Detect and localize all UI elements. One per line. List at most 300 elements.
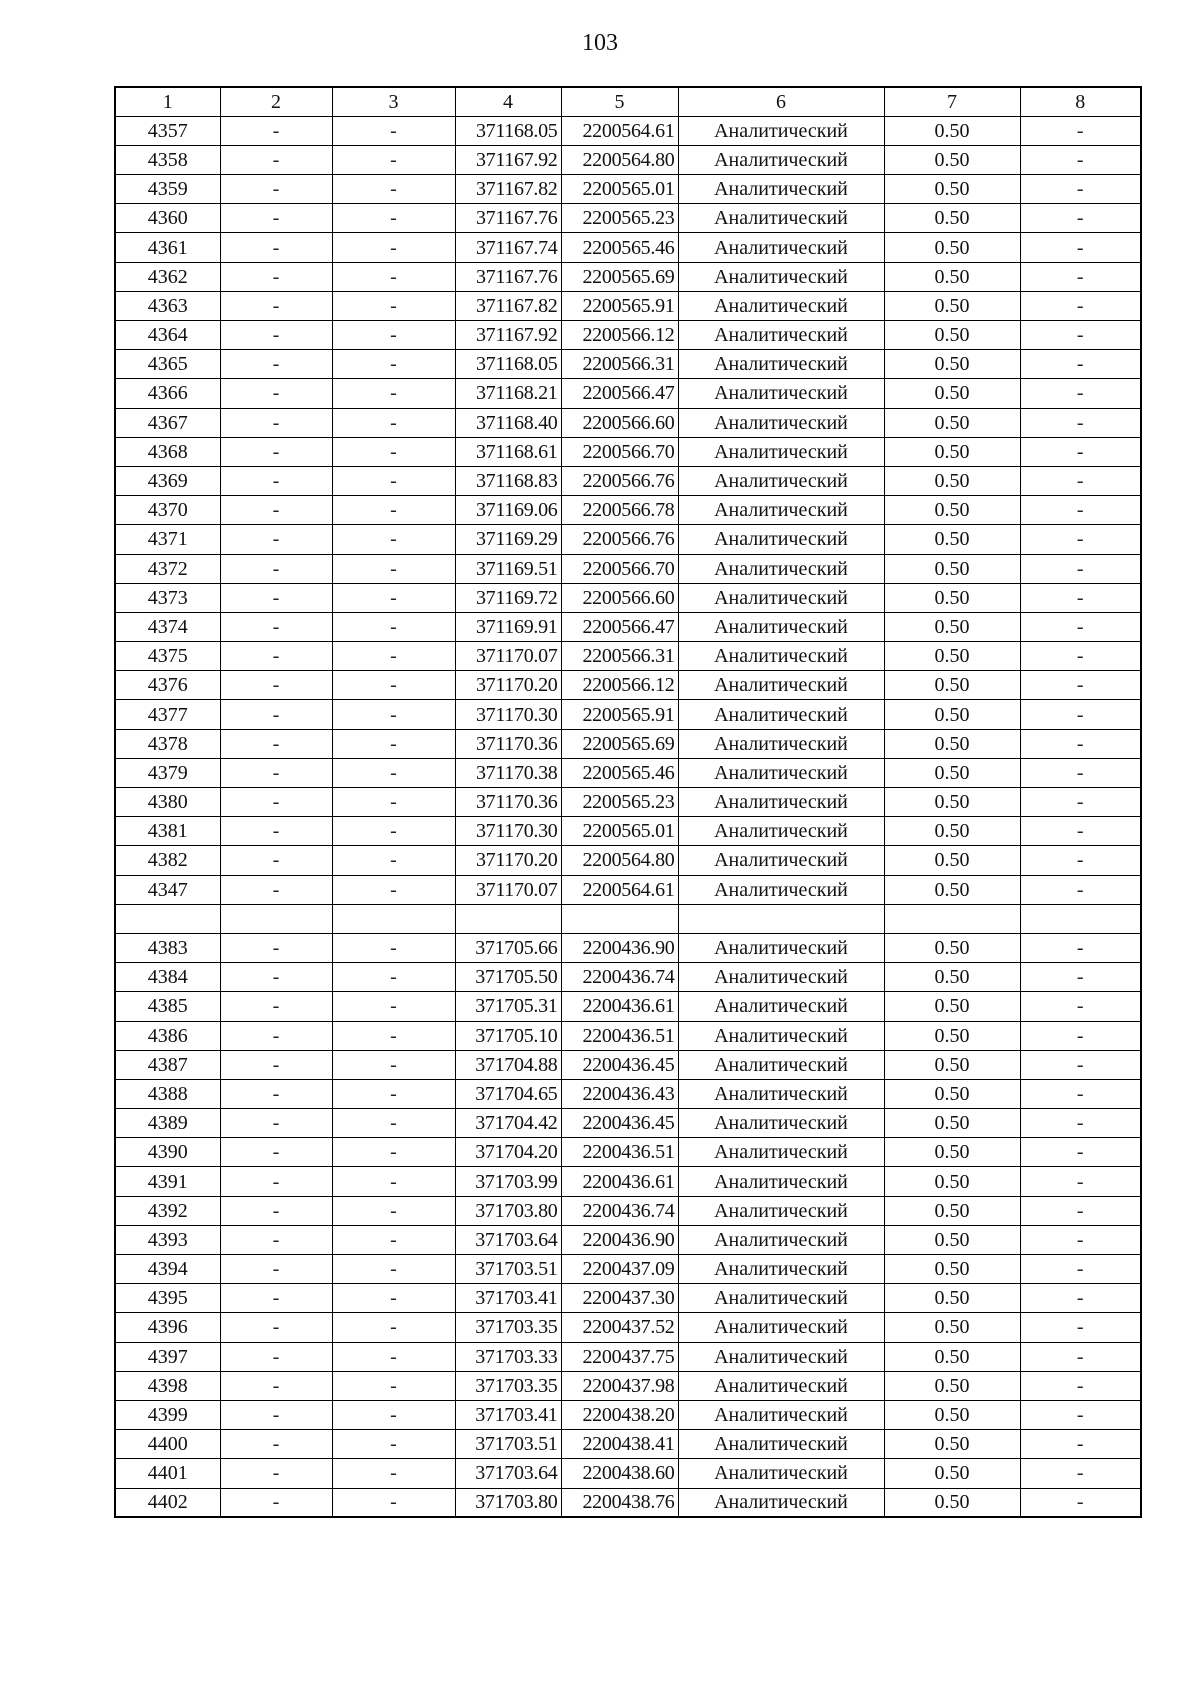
- x-coordinate-cell: 371167.82: [455, 175, 561, 204]
- y-coordinate-cell: 2200564.80: [561, 145, 678, 174]
- x-coordinate-cell: 371170.38: [455, 758, 561, 787]
- col3-cell: -: [332, 408, 455, 437]
- x-coordinate-cell: 371167.92: [455, 321, 561, 350]
- table-row: [115, 291, 1141, 320]
- accuracy-cell: 0.50: [884, 1138, 1020, 1167]
- col2-cell: -: [220, 1284, 332, 1313]
- accuracy-cell: 0.50: [884, 204, 1020, 233]
- point-number-cell: 4364: [115, 321, 220, 350]
- accuracy-cell: 0.50: [884, 408, 1020, 437]
- point-number-cell: 4358: [115, 145, 220, 174]
- col3-cell: -: [332, 321, 455, 350]
- point-number-cell: 4359: [115, 175, 220, 204]
- table-row: [115, 817, 1141, 846]
- x-coordinate-cell: 371168.83: [455, 466, 561, 495]
- accuracy-cell: 0.50: [884, 612, 1020, 641]
- table-row: [115, 1284, 1141, 1313]
- x-coordinate-cell: 371167.92: [455, 145, 561, 174]
- col2-cell: -: [220, 1342, 332, 1371]
- y-coordinate-cell: 2200438.60: [561, 1459, 678, 1488]
- table-row: [115, 1167, 1141, 1196]
- col2-cell: -: [220, 963, 332, 992]
- accuracy-cell: 0.50: [884, 1050, 1020, 1079]
- col8-cell: -: [1020, 1167, 1141, 1196]
- method-cell: Аналитический: [678, 671, 884, 700]
- col3-cell: -: [332, 1138, 455, 1167]
- method-cell: Аналитический: [678, 116, 884, 145]
- column-header: 5: [561, 87, 678, 116]
- accuracy-cell: 0.50: [884, 1371, 1020, 1400]
- method-cell: Аналитический: [678, 233, 884, 262]
- point-number-cell: 4370: [115, 496, 220, 525]
- x-coordinate-cell: 371705.10: [455, 1021, 561, 1050]
- col2-cell: -: [220, 1255, 332, 1284]
- col8-cell: -: [1020, 1050, 1141, 1079]
- x-coordinate-cell: 371703.99: [455, 1167, 561, 1196]
- table-row: [115, 729, 1141, 758]
- col8-cell: -: [1020, 145, 1141, 174]
- point-number-cell: 4393: [115, 1225, 220, 1254]
- col8-cell: -: [1020, 846, 1141, 875]
- coordinates-table: [114, 86, 1142, 1518]
- column-header: 8: [1020, 87, 1141, 116]
- method-cell: Аналитический: [678, 321, 884, 350]
- y-coordinate-cell: 2200437.30: [561, 1284, 678, 1313]
- col2-cell: -: [220, 1430, 332, 1459]
- col3-cell: -: [332, 1284, 455, 1313]
- method-cell: Аналитический: [678, 408, 884, 437]
- col3-cell: -: [332, 846, 455, 875]
- accuracy-cell: 0.50: [884, 1255, 1020, 1284]
- y-coordinate-cell: 2200566.47: [561, 379, 678, 408]
- col3-cell: -: [332, 291, 455, 320]
- accuracy-cell: 0.50: [884, 1284, 1020, 1313]
- accuracy-cell: 0.50: [884, 817, 1020, 846]
- separator-row: [115, 904, 1141, 933]
- col2-cell: -: [220, 437, 332, 466]
- y-coordinate-cell: 2200566.76: [561, 525, 678, 554]
- col3-cell: -: [332, 817, 455, 846]
- col8-cell: -: [1020, 642, 1141, 671]
- column-header: 3: [332, 87, 455, 116]
- x-coordinate-cell: 371703.41: [455, 1400, 561, 1429]
- x-coordinate-cell: 371169.72: [455, 583, 561, 612]
- col8-cell: -: [1020, 116, 1141, 145]
- col3-cell: -: [332, 788, 455, 817]
- col3-cell: -: [332, 1371, 455, 1400]
- col3-cell: -: [332, 262, 455, 291]
- point-number-cell: 4363: [115, 291, 220, 320]
- table-row: [115, 963, 1141, 992]
- table-row: [115, 1255, 1141, 1284]
- method-cell: Аналитический: [678, 1050, 884, 1079]
- col3-cell: -: [332, 1459, 455, 1488]
- col8-cell: -: [1020, 817, 1141, 846]
- col3-cell: -: [332, 1225, 455, 1254]
- col2-cell: -: [220, 671, 332, 700]
- accuracy-cell: 0.50: [884, 671, 1020, 700]
- point-number-cell: 4365: [115, 350, 220, 379]
- point-number-cell: 4387: [115, 1050, 220, 1079]
- col3-cell: [332, 904, 455, 933]
- col3-cell: -: [332, 1400, 455, 1429]
- col3-cell: -: [332, 1488, 455, 1517]
- accuracy-cell: 0.50: [884, 700, 1020, 729]
- method-cell: Аналитический: [678, 204, 884, 233]
- y-coordinate-cell: 2200436.90: [561, 933, 678, 962]
- y-coordinate-cell: 2200566.12: [561, 671, 678, 700]
- accuracy-cell: 0.50: [884, 379, 1020, 408]
- x-coordinate-cell: 371170.20: [455, 671, 561, 700]
- x-coordinate-cell: 371169.06: [455, 496, 561, 525]
- y-coordinate-cell: 2200566.70: [561, 554, 678, 583]
- col3-cell: -: [332, 204, 455, 233]
- x-coordinate-cell: 371168.21: [455, 379, 561, 408]
- table-row: [115, 233, 1141, 262]
- accuracy-cell: 0.50: [884, 525, 1020, 554]
- col2-cell: -: [220, 1459, 332, 1488]
- method-cell: Аналитический: [678, 583, 884, 612]
- col3-cell: -: [332, 1430, 455, 1459]
- col3-cell: -: [332, 758, 455, 787]
- x-coordinate-cell: 371703.41: [455, 1284, 561, 1313]
- table-row: [115, 933, 1141, 962]
- accuracy-cell: 0.50: [884, 1400, 1020, 1429]
- table-row: [115, 350, 1141, 379]
- x-coordinate-cell: 371168.61: [455, 437, 561, 466]
- method-cell: Аналитический: [678, 1430, 884, 1459]
- col8-cell: -: [1020, 1342, 1141, 1371]
- point-number-cell: 4367: [115, 408, 220, 437]
- x-coordinate-cell: 371703.64: [455, 1225, 561, 1254]
- table-row: [115, 321, 1141, 350]
- table-row: [115, 788, 1141, 817]
- col3-cell: -: [332, 350, 455, 379]
- accuracy-cell: 0.50: [884, 1196, 1020, 1225]
- x-coordinate-cell: 371703.33: [455, 1342, 561, 1371]
- point-number-cell: 4369: [115, 466, 220, 495]
- point-number-cell: 4377: [115, 700, 220, 729]
- method-cell: Аналитический: [678, 758, 884, 787]
- point-number-cell: 4385: [115, 992, 220, 1021]
- table-row: [115, 1400, 1141, 1429]
- col8-cell: -: [1020, 1021, 1141, 1050]
- accuracy-cell: 0.50: [884, 729, 1020, 758]
- method-cell: Аналитический: [678, 145, 884, 174]
- col2-cell: -: [220, 1196, 332, 1225]
- col2-cell: -: [220, 1313, 332, 1342]
- col2-cell: -: [220, 583, 332, 612]
- col8-cell: -: [1020, 933, 1141, 962]
- col8-cell: -: [1020, 1371, 1141, 1400]
- y-coordinate-cell: 2200436.74: [561, 963, 678, 992]
- col2-cell: -: [220, 1050, 332, 1079]
- col3-cell: -: [332, 1021, 455, 1050]
- x-coordinate-cell: 371168.05: [455, 350, 561, 379]
- col3-cell: -: [332, 496, 455, 525]
- x-coordinate-cell: 371704.42: [455, 1109, 561, 1138]
- col8-cell: -: [1020, 758, 1141, 787]
- point-number-cell: 4396: [115, 1313, 220, 1342]
- point-number-cell: 4374: [115, 612, 220, 641]
- column-header: 6: [678, 87, 884, 116]
- col3-cell: -: [332, 1255, 455, 1284]
- point-number-cell: 4384: [115, 963, 220, 992]
- col2-cell: -: [220, 642, 332, 671]
- accuracy-cell: 0.50: [884, 642, 1020, 671]
- col2-cell: -: [220, 466, 332, 495]
- col8-cell: -: [1020, 262, 1141, 291]
- x-coordinate-cell: 371704.88: [455, 1050, 561, 1079]
- point-number-cell: 4390: [115, 1138, 220, 1167]
- col3-cell: -: [332, 233, 455, 262]
- point-number-cell: 4397: [115, 1342, 220, 1371]
- point-number-cell: 4368: [115, 437, 220, 466]
- col3-cell: -: [332, 554, 455, 583]
- x-coordinate-cell: 371703.35: [455, 1371, 561, 1400]
- x-coordinate-cell: 371170.20: [455, 846, 561, 875]
- table-body: [115, 116, 1141, 1517]
- accuracy-cell: 0.50: [884, 145, 1020, 174]
- col3-cell: -: [332, 1109, 455, 1138]
- method-cell: Аналитический: [678, 1138, 884, 1167]
- col3-cell: -: [332, 729, 455, 758]
- col3-cell: -: [332, 583, 455, 612]
- method-cell: Аналитический: [678, 554, 884, 583]
- y-coordinate-cell: 2200436.61: [561, 1167, 678, 1196]
- method-cell: Аналитический: [678, 1079, 884, 1108]
- table-header-row: [115, 87, 1141, 116]
- y-coordinate-cell: 2200438.41: [561, 1430, 678, 1459]
- col2-cell: -: [220, 729, 332, 758]
- table-row: [115, 408, 1141, 437]
- point-number-cell: 4400: [115, 1430, 220, 1459]
- x-coordinate-cell: 371703.51: [455, 1430, 561, 1459]
- point-number-cell: 4357: [115, 116, 220, 145]
- col2-cell: -: [220, 1488, 332, 1517]
- accuracy-cell: 0.50: [884, 1488, 1020, 1517]
- y-coordinate-cell: 2200565.91: [561, 700, 678, 729]
- table-row: [115, 1488, 1141, 1517]
- col8-cell: -: [1020, 525, 1141, 554]
- col2-cell: -: [220, 116, 332, 145]
- col8-cell: -: [1020, 1079, 1141, 1108]
- col8-cell: -: [1020, 700, 1141, 729]
- col3-cell: -: [332, 700, 455, 729]
- col3-cell: -: [332, 1050, 455, 1079]
- method-cell: Аналитический: [678, 175, 884, 204]
- col3-cell: -: [332, 1196, 455, 1225]
- y-coordinate-cell: 2200566.60: [561, 583, 678, 612]
- col2-cell: -: [220, 175, 332, 204]
- y-coordinate-cell: 2200437.75: [561, 1342, 678, 1371]
- col8-cell: -: [1020, 291, 1141, 320]
- x-coordinate-cell: 371169.51: [455, 554, 561, 583]
- accuracy-cell: 0.50: [884, 875, 1020, 904]
- x-coordinate-cell: 371703.35: [455, 1313, 561, 1342]
- point-number-cell: 4371: [115, 525, 220, 554]
- accuracy-cell: 0.50: [884, 758, 1020, 787]
- y-coordinate-cell: 2200565.46: [561, 233, 678, 262]
- method-cell: Аналитический: [678, 1167, 884, 1196]
- col2-cell: -: [220, 379, 332, 408]
- y-coordinate-cell: 2200436.45: [561, 1109, 678, 1138]
- table-row: [115, 437, 1141, 466]
- method-cell: Аналитический: [678, 496, 884, 525]
- col3-cell: -: [332, 145, 455, 174]
- x-coordinate-cell: 371703.51: [455, 1255, 561, 1284]
- col8-cell: -: [1020, 1430, 1141, 1459]
- column-header: 2: [220, 87, 332, 116]
- point-number-cell: 4378: [115, 729, 220, 758]
- col3-cell: -: [332, 437, 455, 466]
- col8-cell: -: [1020, 1109, 1141, 1138]
- y-coordinate-cell: 2200566.31: [561, 642, 678, 671]
- point-number-cell: 4381: [115, 817, 220, 846]
- accuracy-cell: 0.50: [884, 1342, 1020, 1371]
- point-number-cell: 4366: [115, 379, 220, 408]
- table-row: [115, 1138, 1141, 1167]
- col3-cell: -: [332, 1342, 455, 1371]
- col2-cell: -: [220, 1400, 332, 1429]
- accuracy-cell: 0.50: [884, 1079, 1020, 1108]
- y-coordinate-cell: 2200565.23: [561, 204, 678, 233]
- table-row: [115, 612, 1141, 641]
- y-coordinate-cell: 2200565.23: [561, 788, 678, 817]
- table-row: [115, 758, 1141, 787]
- table-row: [115, 554, 1141, 583]
- accuracy-cell: 0.50: [884, 291, 1020, 320]
- method-cell: Аналитический: [678, 1400, 884, 1429]
- y-coordinate-cell: 2200565.91: [561, 291, 678, 320]
- point-number-cell: 4379: [115, 758, 220, 787]
- col2-cell: -: [220, 846, 332, 875]
- table-row: [115, 1430, 1141, 1459]
- x-coordinate-cell: 371169.29: [455, 525, 561, 554]
- table-row: [115, 1371, 1141, 1400]
- col3-cell: -: [332, 175, 455, 204]
- col3-cell: -: [332, 1079, 455, 1108]
- method-cell: Аналитический: [678, 1225, 884, 1254]
- accuracy-cell: 0.50: [884, 1021, 1020, 1050]
- col2-cell: -: [220, 408, 332, 437]
- col8-cell: -: [1020, 1459, 1141, 1488]
- accuracy-cell: 0.50: [884, 1225, 1020, 1254]
- col3-cell: -: [332, 875, 455, 904]
- table-row: [115, 671, 1141, 700]
- x-coordinate-cell: 371170.07: [455, 875, 561, 904]
- col2-cell: -: [220, 321, 332, 350]
- col2-cell: -: [220, 496, 332, 525]
- col2-cell: -: [220, 525, 332, 554]
- y-coordinate-cell: 2200565.69: [561, 262, 678, 291]
- method-cell: Аналитический: [678, 1488, 884, 1517]
- table-row: [115, 875, 1141, 904]
- point-number-cell: 4402: [115, 1488, 220, 1517]
- y-coordinate-cell: 2200564.61: [561, 116, 678, 145]
- table-row: [115, 525, 1141, 554]
- y-coordinate-cell: [561, 904, 678, 933]
- y-coordinate-cell: 2200564.61: [561, 875, 678, 904]
- y-coordinate-cell: 2200566.12: [561, 321, 678, 350]
- x-coordinate-cell: 371167.82: [455, 291, 561, 320]
- method-cell: [678, 904, 884, 933]
- table-row: [115, 175, 1141, 204]
- accuracy-cell: 0.50: [884, 437, 1020, 466]
- table-row: [115, 466, 1141, 495]
- accuracy-cell: 0.50: [884, 466, 1020, 495]
- accuracy-cell: 0.50: [884, 1459, 1020, 1488]
- method-cell: Аналитический: [678, 525, 884, 554]
- y-coordinate-cell: 2200436.51: [561, 1138, 678, 1167]
- y-coordinate-cell: 2200565.69: [561, 729, 678, 758]
- y-coordinate-cell: 2200438.76: [561, 1488, 678, 1517]
- table-row: [115, 496, 1141, 525]
- method-cell: Аналитический: [678, 1371, 884, 1400]
- point-number-cell: 4382: [115, 846, 220, 875]
- col3-cell: -: [332, 671, 455, 700]
- col8-cell: -: [1020, 1225, 1141, 1254]
- y-coordinate-cell: 2200437.09: [561, 1255, 678, 1284]
- col8-cell: -: [1020, 233, 1141, 262]
- method-cell: Аналитический: [678, 1313, 884, 1342]
- accuracy-cell: 0.50: [884, 116, 1020, 145]
- col8-cell: -: [1020, 175, 1141, 204]
- x-coordinate-cell: [455, 904, 561, 933]
- x-coordinate-cell: 371704.20: [455, 1138, 561, 1167]
- col2-cell: -: [220, 1167, 332, 1196]
- x-coordinate-cell: 371704.65: [455, 1079, 561, 1108]
- point-number-cell: 4399: [115, 1400, 220, 1429]
- point-number-cell: 4362: [115, 262, 220, 291]
- method-cell: Аналитический: [678, 846, 884, 875]
- col2-cell: -: [220, 817, 332, 846]
- accuracy-cell: 0.50: [884, 846, 1020, 875]
- y-coordinate-cell: 2200566.47: [561, 612, 678, 641]
- y-coordinate-cell: 2200436.61: [561, 992, 678, 1021]
- table-row: [115, 145, 1141, 174]
- point-number-cell: 4391: [115, 1167, 220, 1196]
- col2-cell: -: [220, 700, 332, 729]
- table-row: [115, 1225, 1141, 1254]
- y-coordinate-cell: 2200437.98: [561, 1371, 678, 1400]
- col8-cell: -: [1020, 1255, 1141, 1284]
- col8-cell: -: [1020, 204, 1141, 233]
- x-coordinate-cell: 371705.66: [455, 933, 561, 962]
- point-number-cell: 4389: [115, 1109, 220, 1138]
- y-coordinate-cell: 2200565.01: [561, 175, 678, 204]
- table-row: [115, 1459, 1141, 1488]
- table-row: [115, 1079, 1141, 1108]
- accuracy-cell: 0.50: [884, 992, 1020, 1021]
- table-row: [115, 379, 1141, 408]
- col8-cell: -: [1020, 321, 1141, 350]
- col3-cell: -: [332, 612, 455, 641]
- x-coordinate-cell: 371170.07: [455, 642, 561, 671]
- table-row: [115, 1050, 1141, 1079]
- table-row: [115, 1109, 1141, 1138]
- x-coordinate-cell: 371703.64: [455, 1459, 561, 1488]
- method-cell: Аналитический: [678, 350, 884, 379]
- method-cell: Аналитический: [678, 963, 884, 992]
- table-row: [115, 1196, 1141, 1225]
- point-number-cell: 4395: [115, 1284, 220, 1313]
- method-cell: Аналитический: [678, 700, 884, 729]
- col2-cell: -: [220, 554, 332, 583]
- col3-cell: -: [332, 963, 455, 992]
- accuracy-cell: 0.50: [884, 788, 1020, 817]
- y-coordinate-cell: 2200565.01: [561, 817, 678, 846]
